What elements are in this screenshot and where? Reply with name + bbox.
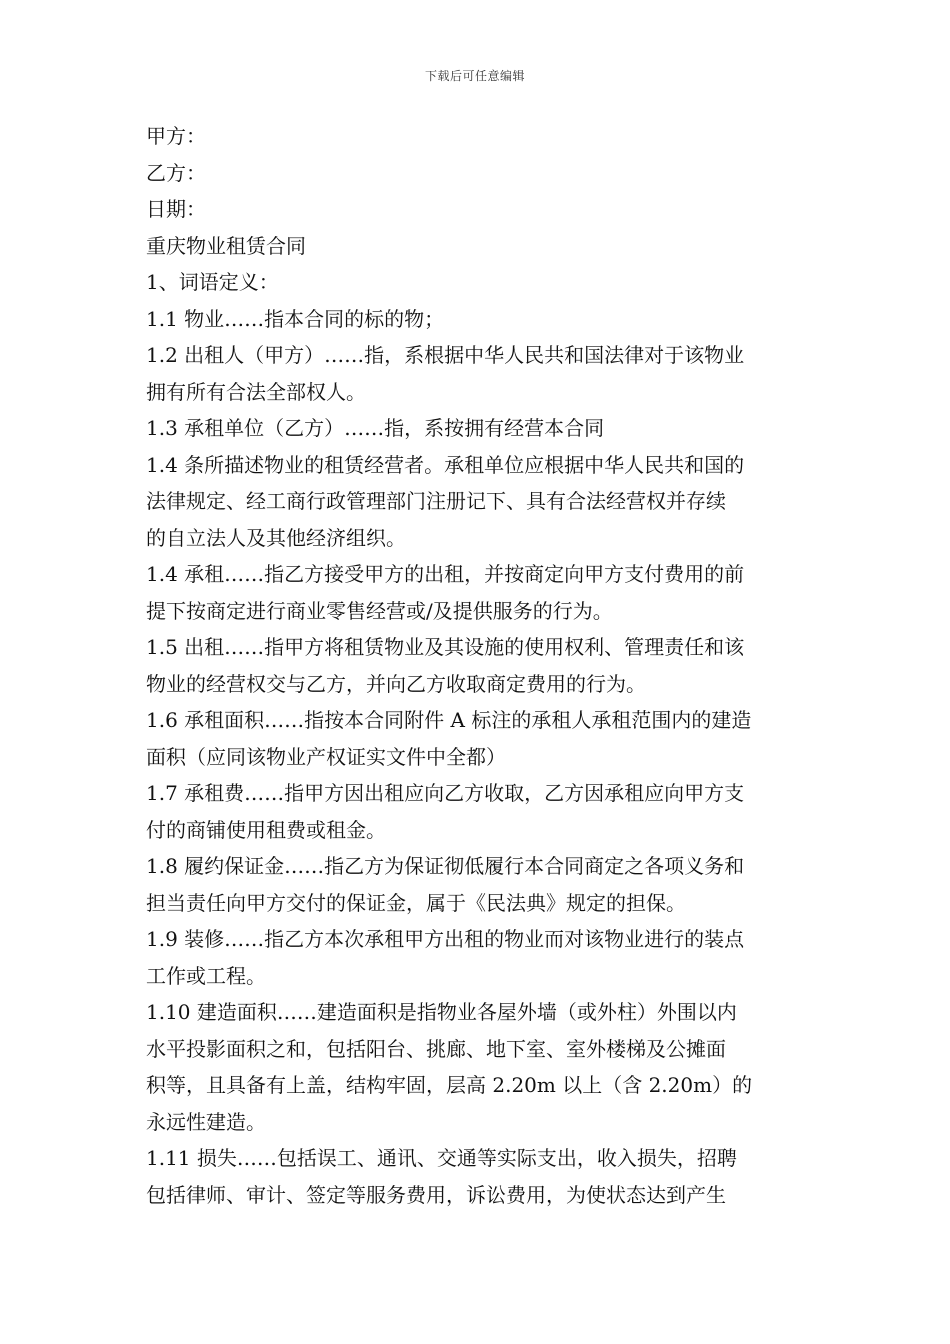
clause-line: 1.11 损失……包括误工、通讯、交通等实际支出，收入损失，招聘 (146, 1146, 737, 1170)
clause-line: 提下按商定进行商业零售经营或/及提供服务的行为。 (146, 598, 613, 623)
clause-line: 拥有所有合法全部权人。 (146, 379, 366, 404)
clause-line: 永远性建造。 (146, 1109, 266, 1134)
clause-line: 1.10 建造面积……建造面积是指物业各屋外墙（或外柱）外围以内 (146, 1000, 737, 1024)
clause-line: 1.6 承租面积……指按本合同附件 A 标注的承租人承租范围内的建造 (146, 708, 752, 732)
clause-line: 面积（应同该物业产权证实文件中全都） (146, 744, 506, 769)
clause-line: 1.2 出租人（甲方）……指，系根据中华人民共和国法律对于该物业 (146, 343, 745, 367)
party-a-line: 甲方： (146, 124, 206, 148)
contract-body (146, 118, 808, 1213)
clause-line: 水平投影面积之和，包括阳台、挑廊、地下室、室外楼梯及公摊面 (146, 1036, 726, 1061)
clause-line: 1.4 承租……指乙方接受甲方的出租，并按商定向甲方支付费用的前 (146, 562, 745, 586)
date-line: 日期： (146, 197, 206, 221)
party-b-line: 乙方： (146, 160, 206, 185)
clause-line: 1.5 出租……指甲方将租赁物业及其设施的使用权利、管理责任和该 (146, 635, 745, 659)
section-heading: 1、词语定义： (146, 270, 279, 294)
clause-line: 的自立法人及其他经济组织。 (146, 525, 406, 550)
clause-line: 付的商铺使用租费或租金。 (146, 817, 386, 842)
clause-line: 1.7 承租费……指甲方因出租应向乙方收取，乙方因承租应向甲方支 (146, 781, 745, 805)
clause-line: 1.8 履约保证金……指乙方为保证彻低履行本合同商定之各项义务和 (146, 854, 745, 878)
clause-line: 工作或工程。 (146, 963, 266, 988)
clause-line: 1.9 装修……指乙方本次承租甲方出租的物业而对该物业进行的装点 (146, 927, 745, 951)
clause-line: 包括律师、审计、签定等服务费用，诉讼费用，为使状态达到产生 (146, 1182, 726, 1207)
clause-line: 担当责任向甲方交付的保证金，属于《民法典》规定的担保。 (146, 890, 686, 915)
clause-line: 积等，且具备有上盖，结构牢固，层高 2.20m 以上（含 2.20m）的 (146, 1073, 753, 1097)
clause-line: 1.3 承租单位（乙方）……指，系按拥有经营本合同 (146, 416, 605, 440)
page-header: 下载后可任意编辑 (424, 69, 525, 83)
clause-line: 法律规定、经工商行政管理部门注册记下、具有合法经营权并存续 (146, 489, 726, 513)
clause-line: 1.1 物业……指本合同的标的物； (146, 306, 445, 331)
contract-title: 重庆物业租赁合同 (146, 233, 306, 258)
clause-line: 物业的经营权交与乙方，并向乙方收取商定费用的行为。 (146, 671, 646, 696)
clause-line: 1.4 条所描述物业的租赁经营者。承租单位应根据中华人民共和国的 (146, 452, 745, 477)
